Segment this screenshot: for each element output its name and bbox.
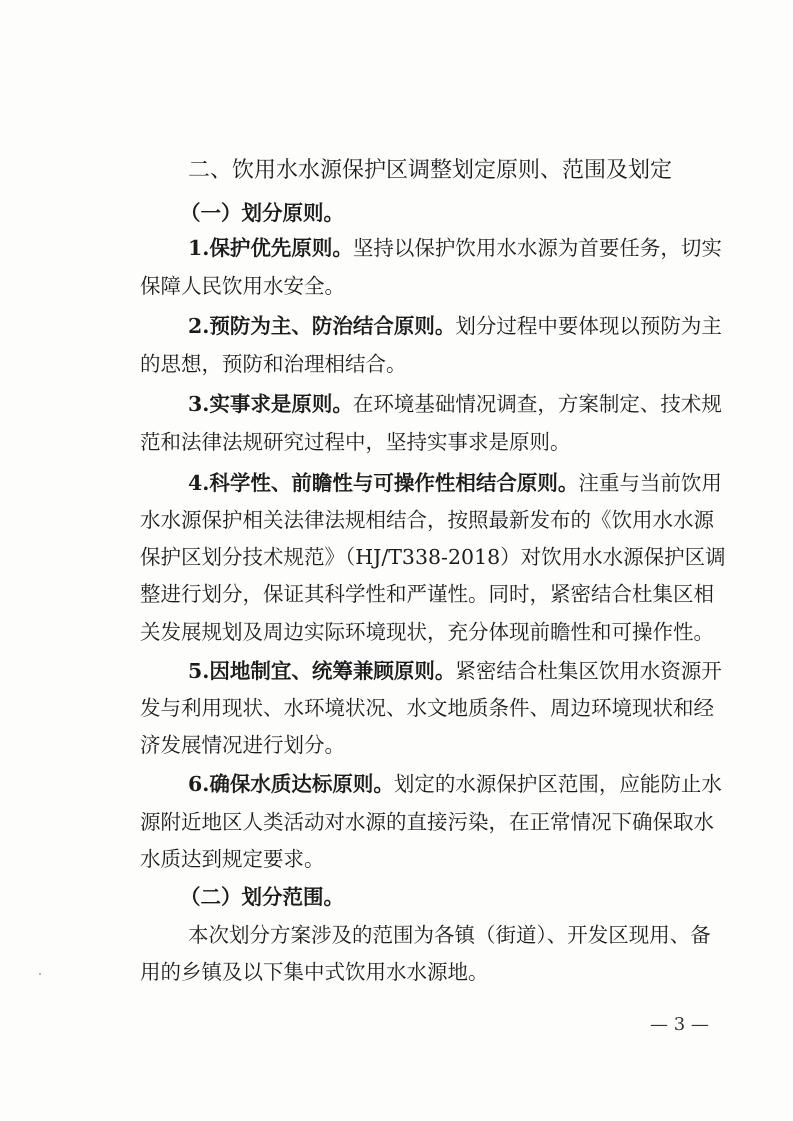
principle-6-line-2: 源附近地区人类活动对水源的直接污染，在正常情况下确保取水 (140, 810, 714, 834)
principle-4-line-3: 保护区划分技术规范》（HJ/T338-2018）对饮用水水源保护区调 (140, 545, 726, 569)
principle-5-line-3: 济发展情况进行划分。 (140, 733, 345, 757)
principle-1-line-1 (188, 234, 722, 262)
principle-3-line-2: 范和法律法规研究过程中，坚持实事求是原则。 (140, 430, 571, 454)
principle-5-title: 5.因地制宜、统筹兼顾原则。 (188, 659, 456, 683)
principle-3-text: 在环境基础情况调查，方案制定、技术规 (352, 392, 722, 416)
principle-5-line-2: 发与利用现状、水环境状况、水文地质条件、周边环境现状和经 (140, 696, 714, 720)
principle-1-line-2: 保障人民饮用水安全。 (140, 274, 345, 298)
principle-3-title: 3.实事求是原则。 (188, 392, 353, 416)
scope-subheading: （二）划分范围。 (180, 885, 344, 909)
page-number: — 3 — (650, 1014, 709, 1035)
principles-subheading: （一）划分原则。 (180, 201, 344, 225)
principle-4-line-5: 关发展规划及周边实际环境现状，充分体现前瞻性和可操作性。 (140, 620, 714, 644)
principle-5-text: 紧密结合杜集区饮用水资源开 (455, 659, 722, 683)
principle-4-title: 4.科学性、前瞻性与可操作性相结合原则。 (188, 471, 579, 495)
principle-4-line-1 (188, 469, 722, 497)
principle-4-line-2: 水水源保护相关法律法规相结合，按照最新发布的《饮用水水源 (140, 508, 714, 532)
principle-6-text: 划定的水源保护区范围，应能防止水 (393, 772, 722, 796)
scan-speck (39, 973, 41, 975)
principle-3-line-1 (188, 390, 722, 418)
principle-2-line-2: 的思想，预防和治理相结合。 (140, 352, 407, 376)
principle-4-text: 注重与当前饮用 (578, 471, 722, 495)
principle-6-line-1 (188, 770, 722, 798)
principle-1-text: 坚持以保护饮用水水源为首要任务，切实 (352, 236, 722, 260)
principle-2-line-1 (188, 312, 722, 340)
principle-5-line-1 (188, 657, 722, 685)
scope-line-2: 用的乡镇及以下集中式饮用水水源地。 (140, 960, 489, 984)
principle-4-line-4: 整进行划分，保证其科学性和严谨性。同时，紧密结合杜集区相 (140, 582, 714, 606)
principle-2-title: 2.预防为主、防治结合原则。 (188, 314, 456, 338)
scope-line-1: 本次划分方案涉及的范围为各镇（街道）、开发区现用、备 (188, 923, 711, 947)
section-heading: 二、饮用水水源保护区调整划定原则、范围及划定 (188, 158, 673, 183)
principle-2-text: 划分过程中要体现以预防为主 (455, 314, 722, 338)
principle-1-title: 1.保护优先原则。 (188, 236, 353, 260)
principle-6-line-3: 水质达到规定要求。 (140, 847, 325, 871)
principle-6-title: 6.确保水质达标原则。 (188, 772, 394, 796)
